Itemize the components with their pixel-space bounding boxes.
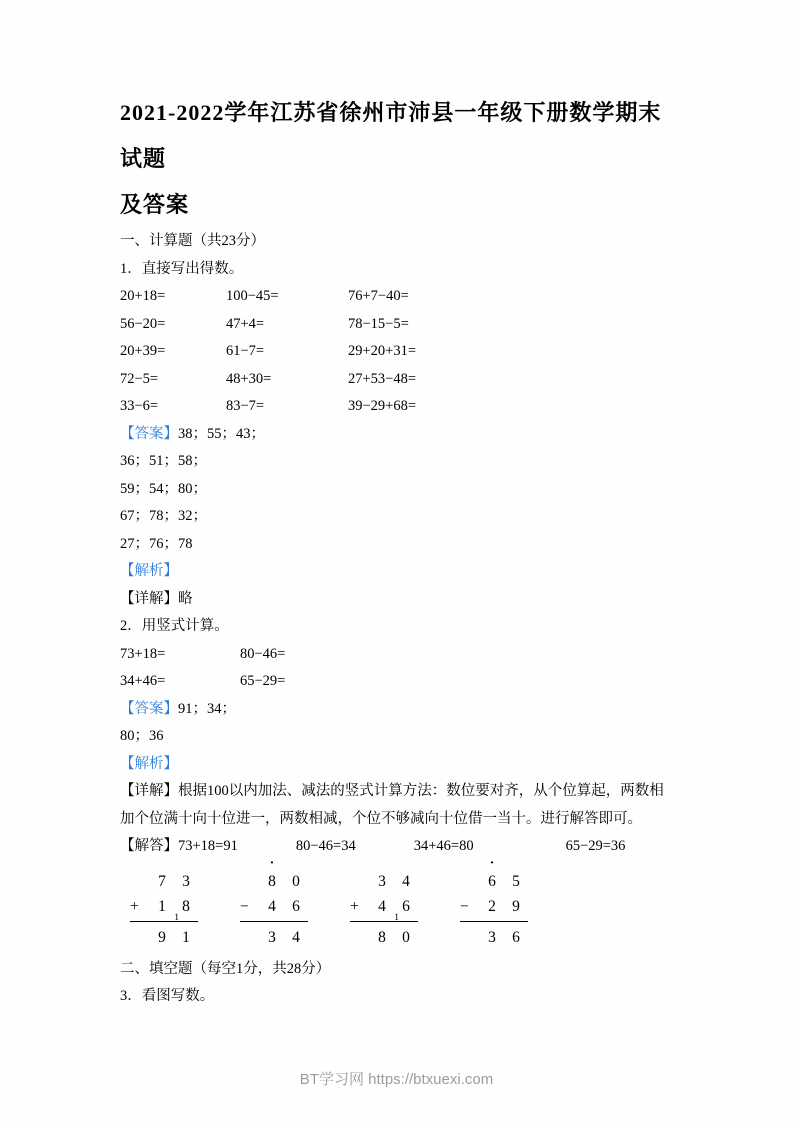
footer-site-name: BT学习网 [299,1071,364,1088]
math-expression: 76+7−40= [348,288,409,304]
math-expression: 100−45= [226,288,279,304]
math-expression: 27+53−48= [348,370,417,387]
math-expression: 33−6= [120,398,159,414]
vcalc-rule-line [460,921,528,922]
vcalc-spacer [130,869,150,894]
solve-label: 【解答】 [120,838,178,854]
vcalc-digit: 8 [182,897,190,915]
vcalc-top-row [460,855,528,894]
vcalc-spacer [350,925,370,950]
vertical-calculation-34-plus-46 [350,869,418,950]
digit: 3 [378,872,386,890]
answer-label: 【答案】 [120,700,178,717]
vcalc-digit: 0 [292,872,300,890]
q1-answers-row-4: 67；78；32； [120,508,207,524]
q2-analysis-line [120,751,677,779]
question-1-stem: 1．直接写出得数。 [120,260,244,277]
detail-label: 【详解】 [120,590,178,607]
vcalc-digit [260,894,284,919]
vcalc-mid-row [240,894,308,919]
vcalc-spacer [130,925,150,950]
math-expression: 80−46= [240,645,286,662]
math-expression: 73+18= [120,645,166,662]
q2-solution-line [120,833,677,861]
vcalc-operator: − [460,897,469,915]
math-expression: 29+20+31= [348,343,417,359]
q2-detail-paragraph [120,778,677,833]
vcalc-digit [150,869,174,894]
vcalc-mid-row [130,894,198,923]
vcalc-digit: 4 [292,928,300,946]
carry-mark: 1 [394,912,399,923]
vcalc-rule-line [130,921,198,922]
detail-label: 【详解】 [120,783,178,799]
question-3-stem: 3．看图写数。 [120,988,215,1004]
vcalc-digit [480,894,504,919]
q2-answer-line [120,696,677,724]
solution-equation: 80−46=34 [295,838,356,854]
vcalc-spacer [240,869,260,894]
math-expression: 56−20= [120,315,166,332]
vcalc-digit: 8 [378,928,386,946]
math-expression: 20+18= [120,288,166,304]
section-heading-fill-blank: 二、填空题（每空1分，共28分） [120,960,331,977]
q1-answers-row-1: 38；55；43； [178,425,265,442]
vcalc-digit: 6 [292,897,300,915]
q2-answers-row-1: 91；34； [178,700,236,717]
section-heading-calculation: 一、计算题（共23分） [120,233,265,249]
vcalc-result-row [460,925,528,950]
vcalc-digit: 9 [512,897,520,915]
vcalc-digit: 4 [402,872,410,890]
vcalc-digit [370,869,394,894]
vertical-calculation-65-minus-29 [460,855,528,950]
math-expression: 78−15−5= [348,315,409,332]
solution-equation: 34+46=80 [413,838,474,854]
page-footer [0,1068,793,1089]
vcalc-digit: 3 [488,928,496,946]
borrow-dot: · [269,855,275,871]
vcalc-digit: 3 [182,872,190,890]
vcalc-spacer [460,925,480,950]
vcalc-digit [260,855,284,894]
vcalc-spacer [460,869,480,894]
vcalc-rule-line [240,921,308,922]
digit: 1 [158,897,166,915]
vcalc-operator: − [240,897,249,915]
vcalc-top-row [130,869,198,894]
vcalc-top-row [240,855,308,894]
math-expression: 61−7= [226,343,265,359]
document-title [120,90,677,228]
vcalc-result-row [240,925,308,950]
math-expression: 20+39= [120,343,166,359]
borrow-dot: · [489,855,495,871]
vcalc-digit: 3 [268,928,276,946]
vcalc-mid-row [350,894,418,923]
answer-label: 【答案】 [120,425,178,442]
q1-answer-line [120,421,677,449]
math-expression: 65−29= [240,673,286,689]
digit: 4 [378,897,386,915]
math-expression: 48+30= [226,370,272,387]
vcalc-digit [370,894,399,923]
vcalc-digit: 0 [402,928,410,946]
vcalc-digit: 1 [182,928,190,946]
vertical-calculations [130,855,677,950]
analysis-label: 【解析】 [120,755,178,772]
q1-analysis-line [120,558,677,586]
vcalc-digit: 5 [512,872,520,890]
title-line-1: 2021-2022学年江苏省徐州市沛县一年级下册数学期末试题 [120,100,662,171]
vcalc-spacer [350,869,370,894]
q2-detail-text: 根据100以内加法、减法的竖式计算方法：数位要对齐，从个位算起，两数相加个位满十向十位进一，两数相减，个位不够减向十位借一当十。进行解答即可。 [120,783,664,827]
digit: 2 [488,897,496,915]
vcalc-top-row [350,869,418,894]
vcalc-digit: 6 [402,897,410,915]
solution-equation: 65−29=36 [565,838,626,854]
vertical-calculation-73-plus-18 [130,869,198,950]
math-expression: 83−7= [226,398,265,414]
title-line-2: 及答案 [120,192,190,217]
digit: 8 [268,872,276,890]
vcalc-digit [480,855,504,894]
digit: 4 [268,897,276,915]
math-expression: 47+4= [226,315,265,332]
math-expression: 39−29+68= [348,398,417,414]
vcalc-result-row [130,925,198,950]
document-content [120,90,677,1011]
carry-mark: 1 [174,912,179,923]
digit: 6 [488,872,496,890]
math-expression: 34+46= [120,673,166,689]
vcalc-operator: + [130,897,139,915]
q1-answers-row-3: 59；54；80； [120,480,207,497]
digit: 7 [158,872,166,890]
q1-detail-line [120,586,677,614]
question-1-problem-grid [120,283,677,421]
q1-answers-row-5: 27；76；78 [120,535,193,552]
vcalc-digit: 9 [158,928,166,946]
footer-link[interactable]: https://btxuexi.com [368,1071,494,1088]
vcalc-spacer [240,925,260,950]
vcalc-result-row [350,925,418,950]
analysis-label: 【解析】 [120,563,178,579]
vcalc-rule-line [350,921,418,922]
q1-answers-row-2: 36；51；58； [120,453,207,469]
vcalc-operator: + [350,897,359,915]
vertical-calculation-80-minus-46 [240,855,308,950]
solution-equation: 73+18=91 [178,838,238,854]
vcalc-digit: 6 [512,928,520,946]
math-expression: 72−5= [120,370,159,387]
question-2-stem: 2．用竖式计算。 [120,618,229,634]
question-2-problem-grid [120,641,420,696]
q2-answers-row-2: 80；36 [120,728,164,744]
q1-detail-text: 略 [178,590,193,607]
vcalc-mid-row [460,894,528,919]
vcalc-digit [150,894,179,923]
